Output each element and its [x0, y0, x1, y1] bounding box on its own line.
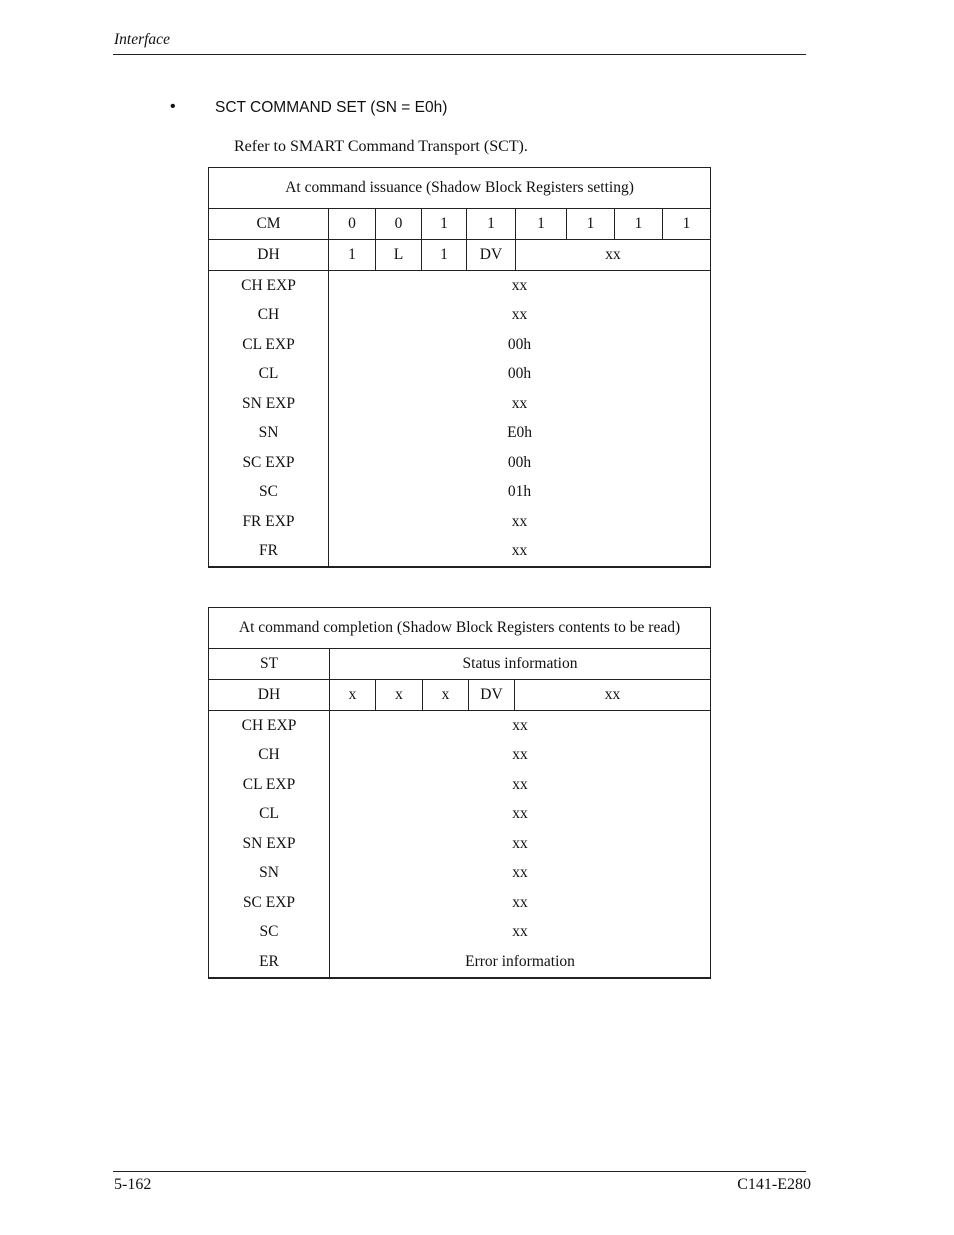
bit-cell: 1 [663, 209, 711, 240]
register-row [209, 271, 711, 301]
register-row [209, 478, 711, 508]
register-row [209, 918, 711, 948]
register-label: ER [209, 947, 330, 978]
register-value: xx [330, 829, 711, 859]
register-value: xx [329, 507, 711, 537]
bit-cell: 1 [467, 209, 516, 240]
register-value: xx [329, 301, 711, 331]
bit-cell: 1 [422, 240, 467, 271]
issuance-register-table [208, 167, 711, 568]
register-label: DH [209, 680, 330, 711]
register-label: CH EXP [209, 711, 330, 741]
bit-cell: x [423, 680, 469, 711]
register-label: FR [209, 537, 329, 568]
bit-cell: DV [467, 240, 516, 271]
register-label: SC EXP [209, 888, 330, 918]
register-row [209, 419, 711, 449]
register-label: DH [209, 240, 329, 271]
bullet-marker: • [170, 98, 176, 115]
register-value: xx [329, 271, 711, 301]
register-label: SC [209, 478, 329, 508]
register-row [209, 888, 711, 918]
document-id: C141-E280 [737, 1176, 811, 1193]
cm-row [209, 209, 711, 240]
bit-cell: 1 [329, 240, 376, 271]
register-value: xx [329, 537, 711, 568]
bit-cell: x [376, 680, 423, 711]
bit-cell: 1 [422, 209, 467, 240]
register-value: 00h [329, 360, 711, 390]
register-row [209, 448, 711, 478]
bit-cell: 1 [516, 209, 567, 240]
register-label: CM [209, 209, 329, 240]
register-value: Status information [330, 649, 711, 680]
register-value: 00h [329, 448, 711, 478]
register-label: CL EXP [209, 330, 329, 360]
register-value: xx [329, 389, 711, 419]
dh-row [209, 680, 711, 711]
register-row [209, 829, 711, 859]
bit-cell: 0 [376, 209, 422, 240]
register-value: xx [330, 859, 711, 889]
completion-register-table [208, 607, 711, 979]
register-label: CH [209, 301, 329, 331]
register-row [209, 301, 711, 331]
register-row [209, 800, 711, 830]
register-value: xx [330, 711, 711, 741]
bit-cell: L [376, 240, 422, 271]
register-label: SN [209, 419, 329, 449]
register-value: xx [330, 918, 711, 948]
register-value: E0h [329, 419, 711, 449]
bit-cell: 1 [615, 209, 663, 240]
register-label: SN EXP [209, 829, 330, 859]
register-label: CL [209, 360, 329, 390]
register-value: xx [330, 800, 711, 830]
register-value: xx [330, 888, 711, 918]
register-row [209, 770, 711, 800]
bit-cell: DV [469, 680, 515, 711]
register-label: SC EXP [209, 448, 329, 478]
register-label: CH EXP [209, 271, 329, 301]
register-value: xx [330, 770, 711, 800]
header-rule [113, 54, 806, 55]
register-label: CH [209, 741, 330, 771]
section-heading: SCT COMMAND SET (SN = E0h) [215, 99, 448, 116]
bit-cell: x [330, 680, 376, 711]
intro-text: Refer to SMART Command Transport (SCT). [234, 138, 528, 155]
register-label: SC [209, 918, 330, 948]
register-row [209, 389, 711, 419]
register-label: CL [209, 800, 330, 830]
bit-range-cell: xx [516, 240, 711, 271]
st-row [209, 649, 711, 680]
register-value: 01h [329, 478, 711, 508]
register-row [209, 741, 711, 771]
page-number: 5-162 [114, 1176, 152, 1193]
running-header: Interface [114, 31, 170, 48]
register-row [209, 537, 711, 568]
dh-row [209, 240, 711, 271]
footer-rule [113, 1171, 806, 1172]
register-value: Error information [330, 947, 711, 978]
table-caption: At command completion (Shadow Block Registers contents to be read) [209, 608, 711, 649]
bit-range-cell: xx [515, 680, 711, 711]
register-label: CL EXP [209, 770, 330, 800]
register-label: SN EXP [209, 389, 329, 419]
register-row [209, 859, 711, 889]
table-caption: At command issuance (Shadow Block Registers setting) [209, 168, 711, 209]
register-value: xx [330, 741, 711, 771]
bit-cell: 1 [567, 209, 615, 240]
register-label: ST [209, 649, 330, 680]
register-row [209, 947, 711, 978]
register-row [209, 507, 711, 537]
register-row [209, 360, 711, 390]
register-value: 00h [329, 330, 711, 360]
register-row [209, 330, 711, 360]
register-label: SN [209, 859, 330, 889]
register-row [209, 711, 711, 741]
register-label: FR EXP [209, 507, 329, 537]
bit-cell: 0 [329, 209, 376, 240]
